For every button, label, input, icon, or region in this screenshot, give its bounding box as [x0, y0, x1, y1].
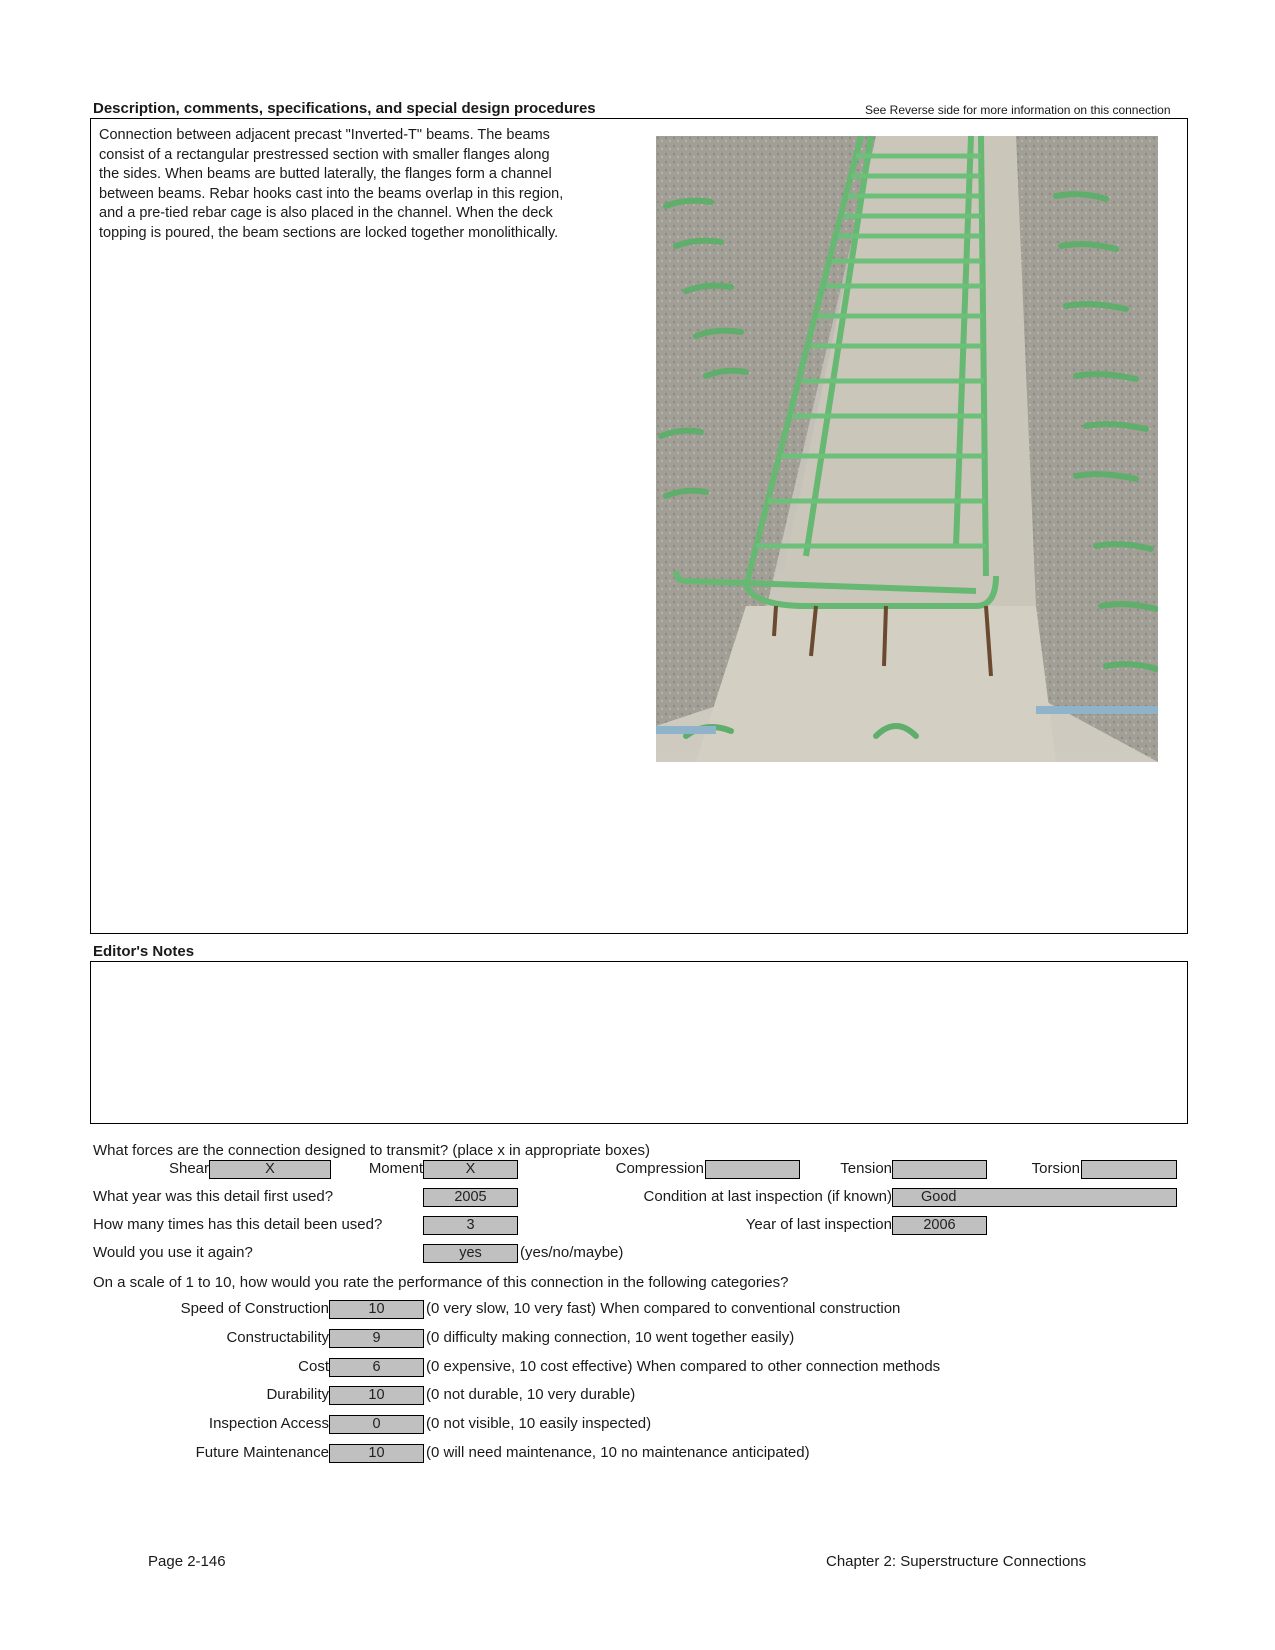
reverse-side-note: See Reverse side for more information on this connection: [865, 103, 1171, 117]
editors-notes-box: [90, 961, 1188, 1124]
rating-label-maintenance: Future Maintenance: [195, 1444, 329, 1461]
description-text: Connection between adjacent precast "Inverted-T" beams. The beams consist of a rectangular prestressed section with smaller flanges along the sides. When beams are butted laterally, the flanges form a channel between beams. Rebar hooks cast into the beams overlap in this region, and a pre-tied rebar cage is also placed in the channel. When the deck topping is poured, the beam sections are locked together monolithically.: [99, 127, 564, 241]
description-title: Description, comments, specifications, and special design procedures: [93, 100, 596, 117]
shear-field[interactable]: X: [209, 1160, 331, 1179]
rating-desc-constructability: (0 difficulty making connection, 10 went together easily): [426, 1329, 795, 1346]
moment-label: Moment: [368, 1160, 423, 1177]
use-again-field[interactable]: yes: [423, 1244, 518, 1263]
condition-question: Condition at last inspection (if known): [643, 1188, 892, 1205]
last-inspection-field[interactable]: 2006: [892, 1216, 987, 1235]
rating-desc-cost: (0 expensive, 10 cost effective) When compared to other connection methods: [426, 1358, 941, 1375]
rating-field-durability[interactable]: 10: [329, 1386, 424, 1405]
condition-field[interactable]: Good: [892, 1188, 1177, 1207]
rating-field-maintenance[interactable]: 10: [329, 1444, 424, 1463]
moment-field[interactable]: X: [423, 1160, 518, 1179]
rating-desc-maintenance: (0 will need maintenance, 10 no maintenance anticipated): [426, 1444, 810, 1461]
last-inspection-question: Year of last inspection: [745, 1216, 892, 1233]
rating-label-cost: Cost: [298, 1358, 329, 1375]
shear-label: Shear: [168, 1160, 209, 1177]
rating-label-constructability: Constructability: [226, 1329, 329, 1346]
forces-question: What forces are the connection designed to transmit? (place x in appropriate boxes): [93, 1142, 650, 1159]
use-again-question: Would you use it again?: [93, 1244, 253, 1261]
page-number: Page 2-146: [148, 1553, 226, 1570]
rating-field-cost[interactable]: 6: [329, 1358, 424, 1377]
rating-desc-speed: (0 very slow, 10 very fast) When compared to conventional construction: [426, 1300, 901, 1317]
compression-field[interactable]: [705, 1160, 800, 1179]
torsion-label: Torsion: [1031, 1160, 1080, 1177]
use-again-hint: (yes/no/maybe): [520, 1244, 624, 1261]
connection-photo: [656, 136, 1158, 762]
rating-desc-durability: (0 not durable, 10 very durable): [426, 1386, 636, 1403]
rating-label-durability: Durability: [266, 1386, 329, 1403]
times-used-question: How many times has this detail been used?: [93, 1216, 383, 1233]
compression-label: Compression: [615, 1160, 704, 1177]
torsion-field[interactable]: [1081, 1160, 1177, 1179]
rating-desc-inspection: (0 not visible, 10 easily inspected): [426, 1415, 652, 1432]
tension-field[interactable]: [892, 1160, 987, 1179]
ratings-question: On a scale of 1 to 10, how would you rate the performance of this connection in the following categories?: [93, 1274, 789, 1291]
editors-notes-title: Editor's Notes: [93, 943, 195, 960]
rating-label-speed: Speed of Construction: [180, 1300, 329, 1317]
rating-field-speed[interactable]: 10: [329, 1300, 424, 1319]
first-used-field[interactable]: 2005: [423, 1188, 518, 1207]
tension-label: Tension: [840, 1160, 892, 1177]
rating-field-constructability[interactable]: 9: [329, 1329, 424, 1348]
editors-notes-text: [91, 962, 1187, 978]
rating-field-inspection[interactable]: 0: [329, 1415, 424, 1434]
first-used-question: What year was this detail first used?: [93, 1188, 334, 1205]
chapter-title: Chapter 2: Superstructure Connections: [826, 1553, 1087, 1570]
rating-label-inspection: Inspection Access: [208, 1415, 329, 1432]
times-used-field[interactable]: 3: [423, 1216, 518, 1235]
